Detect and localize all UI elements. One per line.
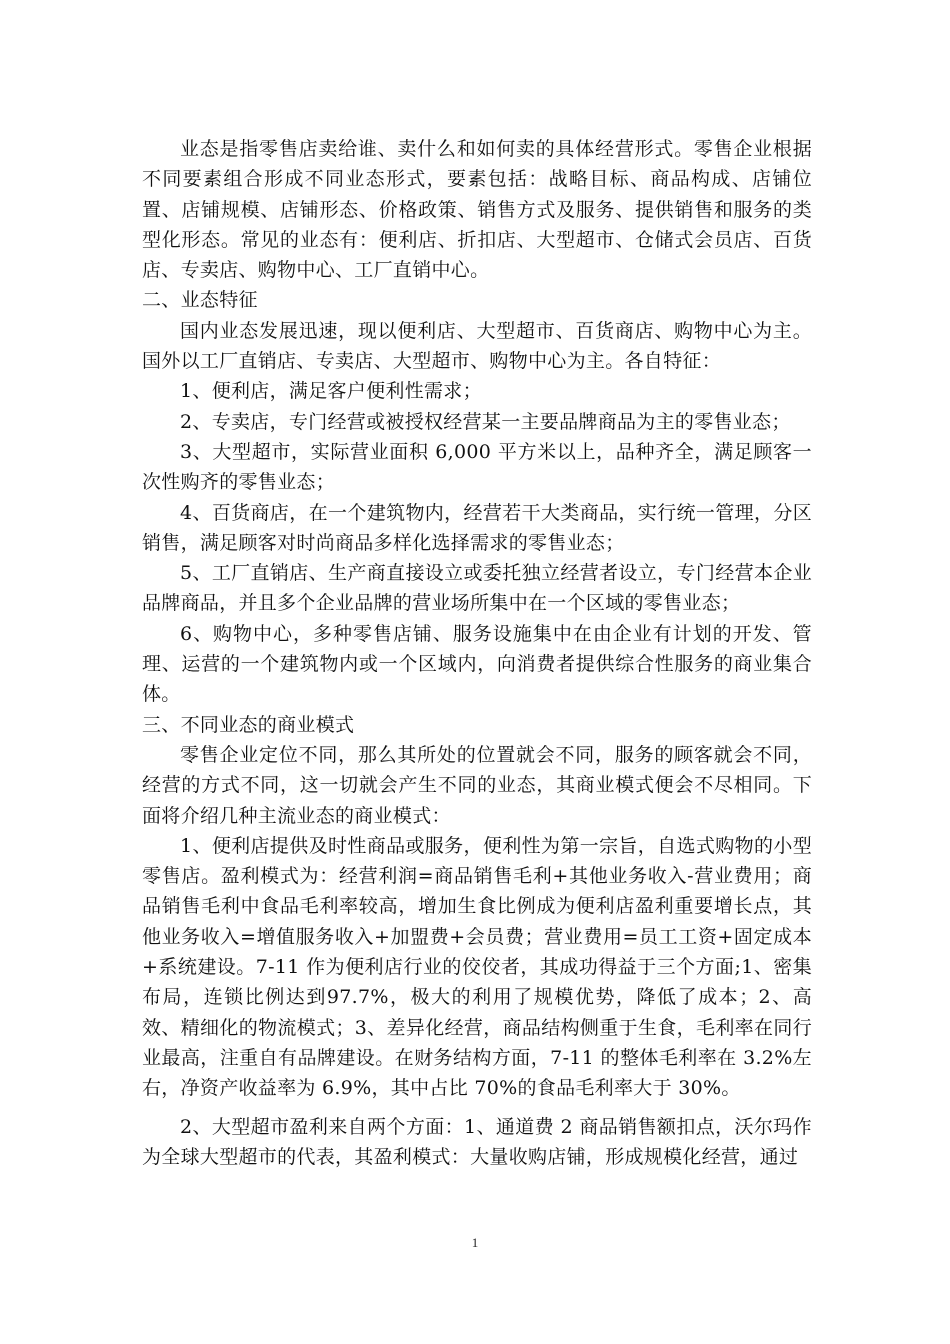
section-heading-business-models: 三、不同业态的商业模式 (142, 713, 355, 736)
section-heading-characteristics: 二、业态特征 (142, 289, 258, 312)
paragraph-business-models-overview: 零售企业定位不同，那么其所处的位置就会不同，服务的顾客就会不同，经营的方式不同，这一切就会产生不同的业态，其商业模式便会不尽相同。下面将介绍几种主流业态的商业模式： (142, 743, 812, 827)
paragraph-department-store: 4、百货商店，在一个建筑物内，经营若干大类商品，实行统一管理，分区销售，满足顾客对时尚商品多样化选择需求的零售业态； (142, 501, 812, 554)
paragraph-convenience-store: 1、便利店，满足客户便利性需求； (180, 380, 482, 403)
paragraph-specialty-store: 2、专卖店，专门经营或被授权经营某一主要品牌商品为主的零售业态； (180, 410, 791, 433)
paragraph-shopping-center: 6、购物中心，多种零售店铺、服务设施集中在由企业有计划的开发、管理、运营的一个建筑物内或一个区域内，向消费者提供综合性服务的商业集合体。 (142, 622, 812, 706)
paragraph-intro: 业态是指零售店卖给谁、卖什么和如何卖的具体经营形式。零售企业根据不同要素组合形成不同业态形式，要素包括：战略目标、商品构成、店铺位置、店铺规模、店铺形态、价格政策、销售方式及服务、提供销售和服务的类型化形态。常见的业态有：便利店、折扣店、大型超市、仓储式会员店、百货店、专卖店、购物中心、工厂直销中心。 (142, 138, 812, 282)
paragraph-hypermarket-model: 2、大型超市盈利来自两个方面：1、通道费 2 商品销售额扣点，沃尔玛作为全球大型超市的代表，其盈利模式：大量收购店铺，形成规模化经营，通过 (142, 1115, 812, 1168)
paragraph-convenience-store-model: 1、便利店提供及时性商品或服务，便利性为第一宗旨，自选式购物的小型零售店。盈利模式为：经营利润=商品销售毛利+其他业务收入-营业费用；商品销售毛利中食品毛利率较高，增加生食比例成为便利店盈利重要增长点，其他业务收入=增值服务收入+加盟费+会员费；营业费用=员工工资+固定成本+系统建设。7-11 作为便利店行业的佼佼者，其成功得益于三个方面;1、密集布局，连锁比例达到97.7%，极大的利用了规模优势，降低了成本；2、高效、精细化的物流模式；3、差异化经营，商品结构侧重于生食，毛利率在同行业最高，注重自有品牌建设。在财务结构方面，7-11 的整体毛利率在 3.2%左右，净资产收益率为 6.9%，其中占比 70%的食品毛利率大于 30%。 (142, 834, 812, 1100)
paragraph-factory-outlet: 5、工厂直销店、生产商直接设立或委托独立经营者设立，专门经营本企业品牌商品，并且多个企业品牌的营业场所集中在一个区域的零售业态； (142, 562, 812, 615)
paragraph-characteristics-overview: 国内业态发展迅速，现以便利店、大型超市、百货商店、购物中心为主。国外以工厂直销店、专卖店、大型超市、购物中心为主。各自特征： (142, 319, 812, 373)
document-body (142, 134, 812, 1172)
page-number: 1 (471, 1235, 479, 1250)
paragraph-hypermarket: 3、大型超市，实际营业面积 6,000 平方米以上，品种齐全，满足顾客一次性购齐的零售业态； (142, 440, 812, 494)
